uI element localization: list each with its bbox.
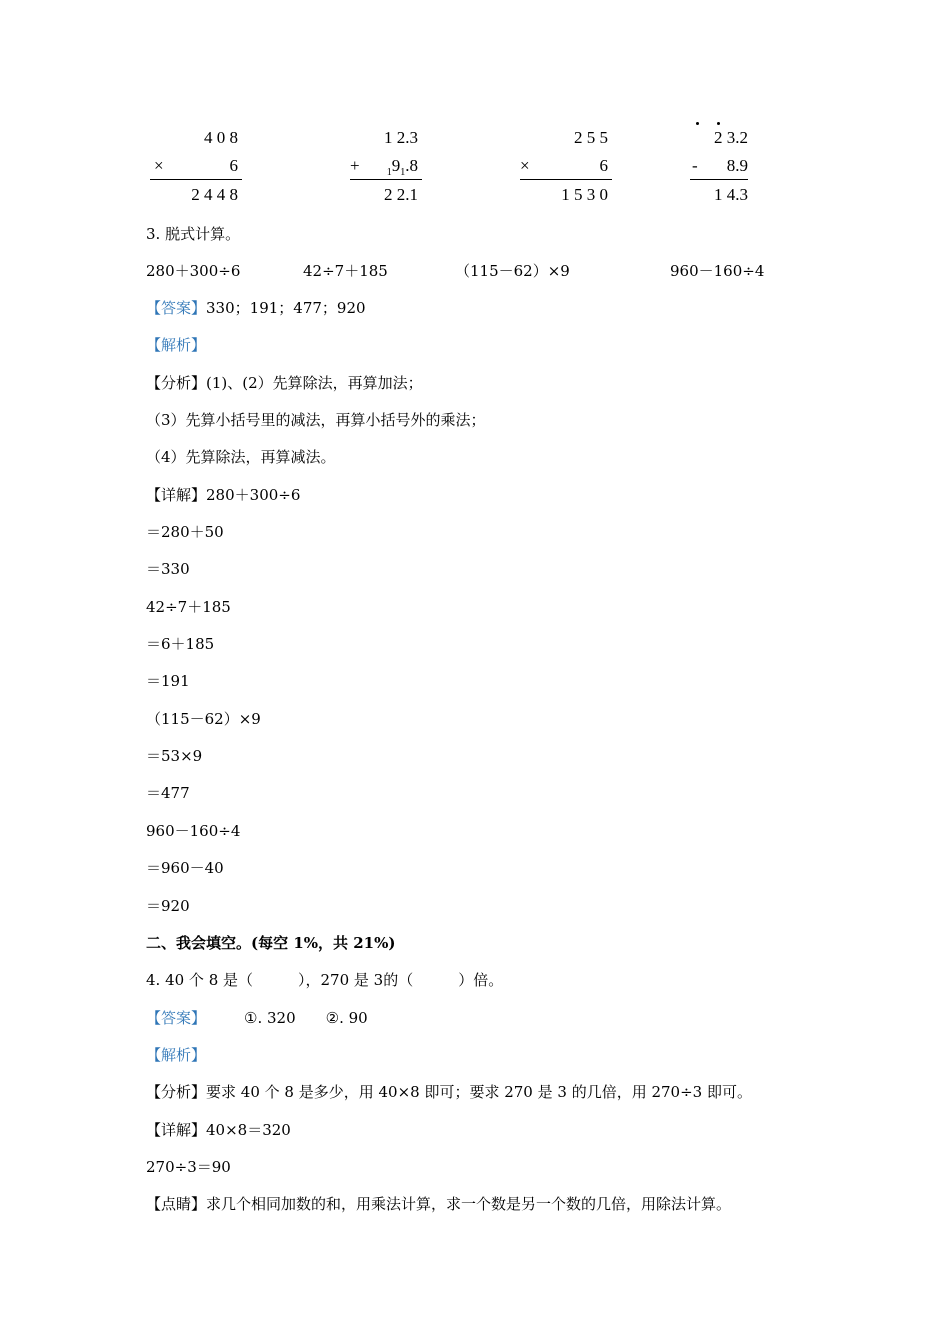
q4-detail (146, 1120, 291, 1140)
calc-digit: 9 (391, 156, 401, 175)
step-line: ＝477 (146, 784, 190, 802)
step-line: ＝6＋185 (146, 635, 215, 653)
dianjing-tag: 【点睛】 (146, 1195, 207, 1213)
q3-fenxi-1 (146, 373, 423, 393)
vertical-calc-1 (146, 128, 246, 208)
calc-row-1: 2 5 5 (574, 128, 608, 147)
step-line: ＝920 (146, 897, 190, 915)
step-line: （115－62）×9 (146, 710, 261, 728)
expression-3: （115－62）×9 (455, 262, 570, 280)
step-line: 270÷3＝90 (146, 1158, 231, 1176)
calc-line (520, 179, 612, 180)
q3-fenxi-3: （4）先算除法，再算减法。 (146, 448, 336, 466)
dianjing-text: 求几个相同加数的和，用乘法计算，求一个数是另一个数的几倍，用除法计算。 (206, 1195, 732, 1213)
q3-title: 3. 脱式计算。 (146, 225, 241, 243)
calc-operator: - (692, 156, 698, 175)
q3-analysis-tag: 【解析】 (146, 336, 207, 354)
calc-line (350, 179, 422, 180)
calc-operator: × (520, 156, 530, 175)
expression-1: 280＋300÷6 (146, 262, 241, 280)
q3-fenxi-2: （3）先算小括号里的减法，再算小括号外的乘法； (146, 411, 486, 429)
q4-answer (146, 1008, 368, 1028)
detail-text: 40×8＝320 (206, 1121, 291, 1139)
fenxi-text: 要求 40 个 8 是多少，用 40×8 即可；要求 270 是 3 的几倍，用 270÷3 即可。 (206, 1083, 752, 1101)
detail-tag: 【详解】 (146, 486, 207, 504)
calc-row-1: 1 2.3 (384, 128, 418, 147)
vertical-calc-4 (686, 128, 756, 208)
calc-digit: .8 (405, 156, 418, 175)
section-2-title: 二、我会填空。(每空 1%，共 21%) (146, 934, 396, 952)
calc-row-1: 2 3.2 (714, 128, 748, 147)
carry-digit: 1 (400, 167, 406, 178)
calc-operator: + (350, 156, 360, 175)
detail-tag: 【详解】 (146, 1121, 207, 1139)
calc-operator: × (154, 156, 164, 175)
carry-digit: 1 (386, 167, 392, 178)
calc-result: 2 2.1 (384, 185, 418, 204)
q3-detail (146, 485, 300, 505)
calc-row-2 (387, 156, 418, 176)
step-line: 960－160÷4 (146, 822, 241, 840)
q3-answer (146, 298, 366, 318)
answer-tag: 【答案】 (146, 1009, 207, 1027)
calc-result: 1 5 3 0 (561, 185, 608, 204)
calc-result: 1 4.3 (714, 185, 748, 204)
calc-row-1: 4 0 8 (204, 128, 238, 147)
answer-text: ①. 320 ②. 90 (244, 1009, 368, 1027)
calc-line (690, 179, 748, 180)
step-line: ＝330 (146, 560, 190, 578)
fenxi-text: (1)、(2）先算除法，再算加法； (206, 374, 423, 392)
vertical-calc-3 (516, 128, 616, 208)
calc-row-2: 8.9 (726, 156, 748, 175)
answer-text: 330；191；477；920 (206, 299, 366, 317)
calc-line (150, 179, 242, 180)
step-line: ＝191 (146, 672, 190, 690)
q4-analysis-tag: 【解析】 (146, 1046, 207, 1064)
fenxi-tag: 【分析】 (146, 374, 207, 392)
q4-dianjing (146, 1194, 731, 1214)
borrow-dot (696, 122, 699, 125)
calc-row-2: 6 (229, 156, 238, 175)
step-line: 42÷7＋185 (146, 598, 231, 616)
borrow-dot (717, 122, 720, 125)
q4-question: 4. 40 个 8 是（ ），270 是 3的（ ）倍。 (146, 971, 504, 989)
q4-fenxi (146, 1082, 752, 1102)
calc-row-2: 6 (599, 156, 608, 175)
expression-4: 960－160÷4 (670, 262, 765, 280)
step-line: ＝280＋50 (146, 523, 224, 541)
calc-result: 2 4 4 8 (191, 185, 238, 204)
fenxi-tag: 【分析】 (146, 1083, 207, 1101)
step-line: ＝53×9 (146, 747, 203, 765)
step-line: ＝960－40 (146, 859, 224, 877)
expression-2: 42÷7＋185 (303, 262, 388, 280)
vertical-calc-2 (346, 128, 426, 208)
detail-text: 280＋300÷6 (206, 486, 301, 504)
answer-tag: 【答案】 (146, 299, 207, 317)
